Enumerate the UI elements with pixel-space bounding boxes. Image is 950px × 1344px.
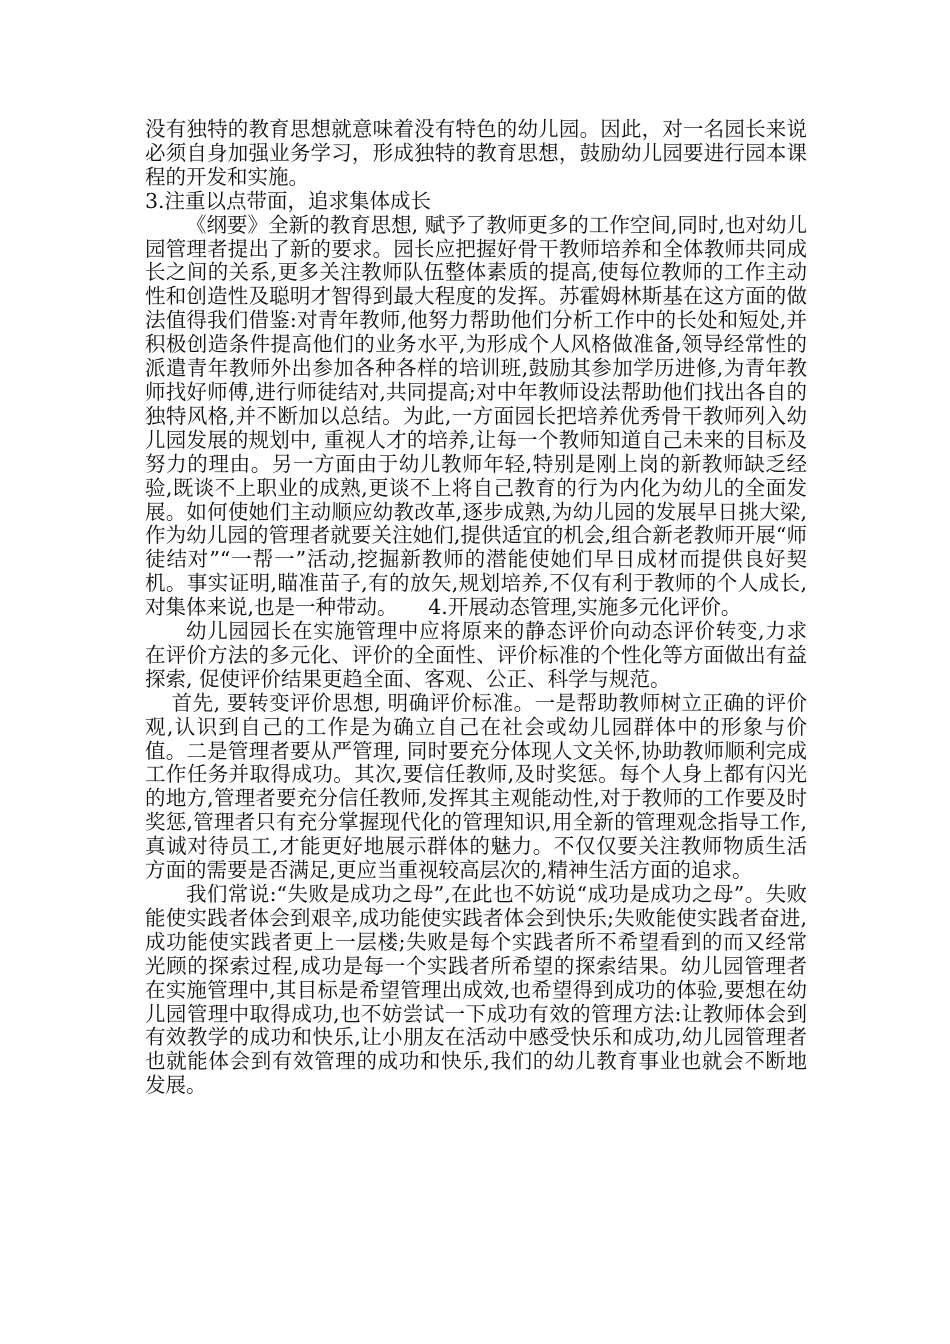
- paragraph-first: 首先, 要转变评价思想, 明确评价标准。一是帮助教师树立正确的评价观,认识到自己的工作是为确立自己在社会或幼儿园群体中的形象与价值。二是管理者要从严管理, 同时要充分体现人文关怀,协助教师顺利完成工作任务并取得成功。其次,要信任教师,及时奖惩。每个人身上都有闪光的地方,管理者要充分信任教师,发挥其主观能动性,对于教师的工作要及时奖惩,管理者只有充分掌握现代化的管理知识,用全新的管理观念指导工作,真诚对待员工,才能更好地展示群体的魅力。不仅仅要关注教师物质生活方面的需要是否满足,更应当重视较高层次的,精神生活方面的追求。: [145, 690, 807, 883]
- section-heading-3: 3.注重以点带面，追求集体成长: [145, 188, 432, 213]
- paragraph-success: 我们常说:“失败是成功之母”,在此也不妨说“成功是成功之母”。失败能使实践者体会到艰辛,成功能使实践者体会到快乐;失败能使实践者奋进,成功能使实践者更上一层楼;失败是每个实践者所不希望看到的而又经常光顾的探索过程,成功是每一个实践者所希望的探索结果。幼儿园管理者在实施管理中,其目标是希望管理出成效,也希望得到成功的体验,要想在幼儿园管理中取得成功,也不妨尝试一下成功有效的管理方法:让教师体会到有效教学的成功和快乐,让小朋友在活动中感受快乐和成功,幼儿园管理者也就能体会到有效管理的成功和快乐,我们的幼儿教育事业也就会不断地发展。: [145, 882, 807, 1098]
- paragraph-intro: 没有独特的教育思想就意味着没有特色的幼儿园。因此，对一名园长来说必须自身加强业务学习，形成独特的教育思想，鼓励幼儿园要进行园本课程的开发和实施。: [145, 117, 807, 189]
- paragraph-outline: 《纲要》全新的教育思想, 赋予了教师更多的工作空间,同时,也对幼儿园管理者提出了新的要求。园长应把握好骨干教师培养和全体教师共同成长之间的关系,更多关注教师队伍整体素质的提高,使每位教师的工作主动性和创造性及聪明才智得到最大程度的发挥。苏霍姆林斯基在这方面的做法值得我们借鉴:对青年教师,他努力帮助他们分析工作中的长处和短处,并积极创造条件提高他们的业务水平,为形成个人风格做准备,领导经常性的派遣青年教师外出参加各种各样的培训班,鼓励其参加学历进修,为青年教师找好师傅,进行师徒结对,共同提高;对中年教师设法帮助他们找出各自的独特风格,并不断加以总结。为此,一方面园长把培养优秀骨干教师列入幼儿园发展的规划中, 重视人才的培养,让每一个教师知道自己未来的目标及努力的理由。另一方面由于幼儿教师年轻,特别是刚上岗的新教师缺乏经验,既谈不上职业的成熟,更谈不上将自己教育的行为内化为幼儿的全面发展。如何使她们主动顺应幼教改革,逐步成熟,为幼儿园的发展早日挑大梁,作为幼儿园的管理者就要关注她们,提供适宜的机会,组合新老教师开展“师徒结对”“一帮一”活动,挖掘新教师的潜能使她们早日成材而提供良好契机。事实证明,瞄准苗子,有的放矢,规划培养,不仅有利于教师的个人成长,对集体来说,也是一种带动。 4.开展动态管理,实施多元化评价。: [145, 212, 807, 620]
- paragraph-evaluation: 幼儿园园长在实施管理中应将原来的静态评价向动态评价转变,力求在评价方法的多元化、评价的全面性、评价标准的个性化等方面做出有益探索, 促使评价结果更趋全面、客观、公正、科学与规范。: [145, 619, 807, 691]
- document-page: [145, 118, 807, 1098]
